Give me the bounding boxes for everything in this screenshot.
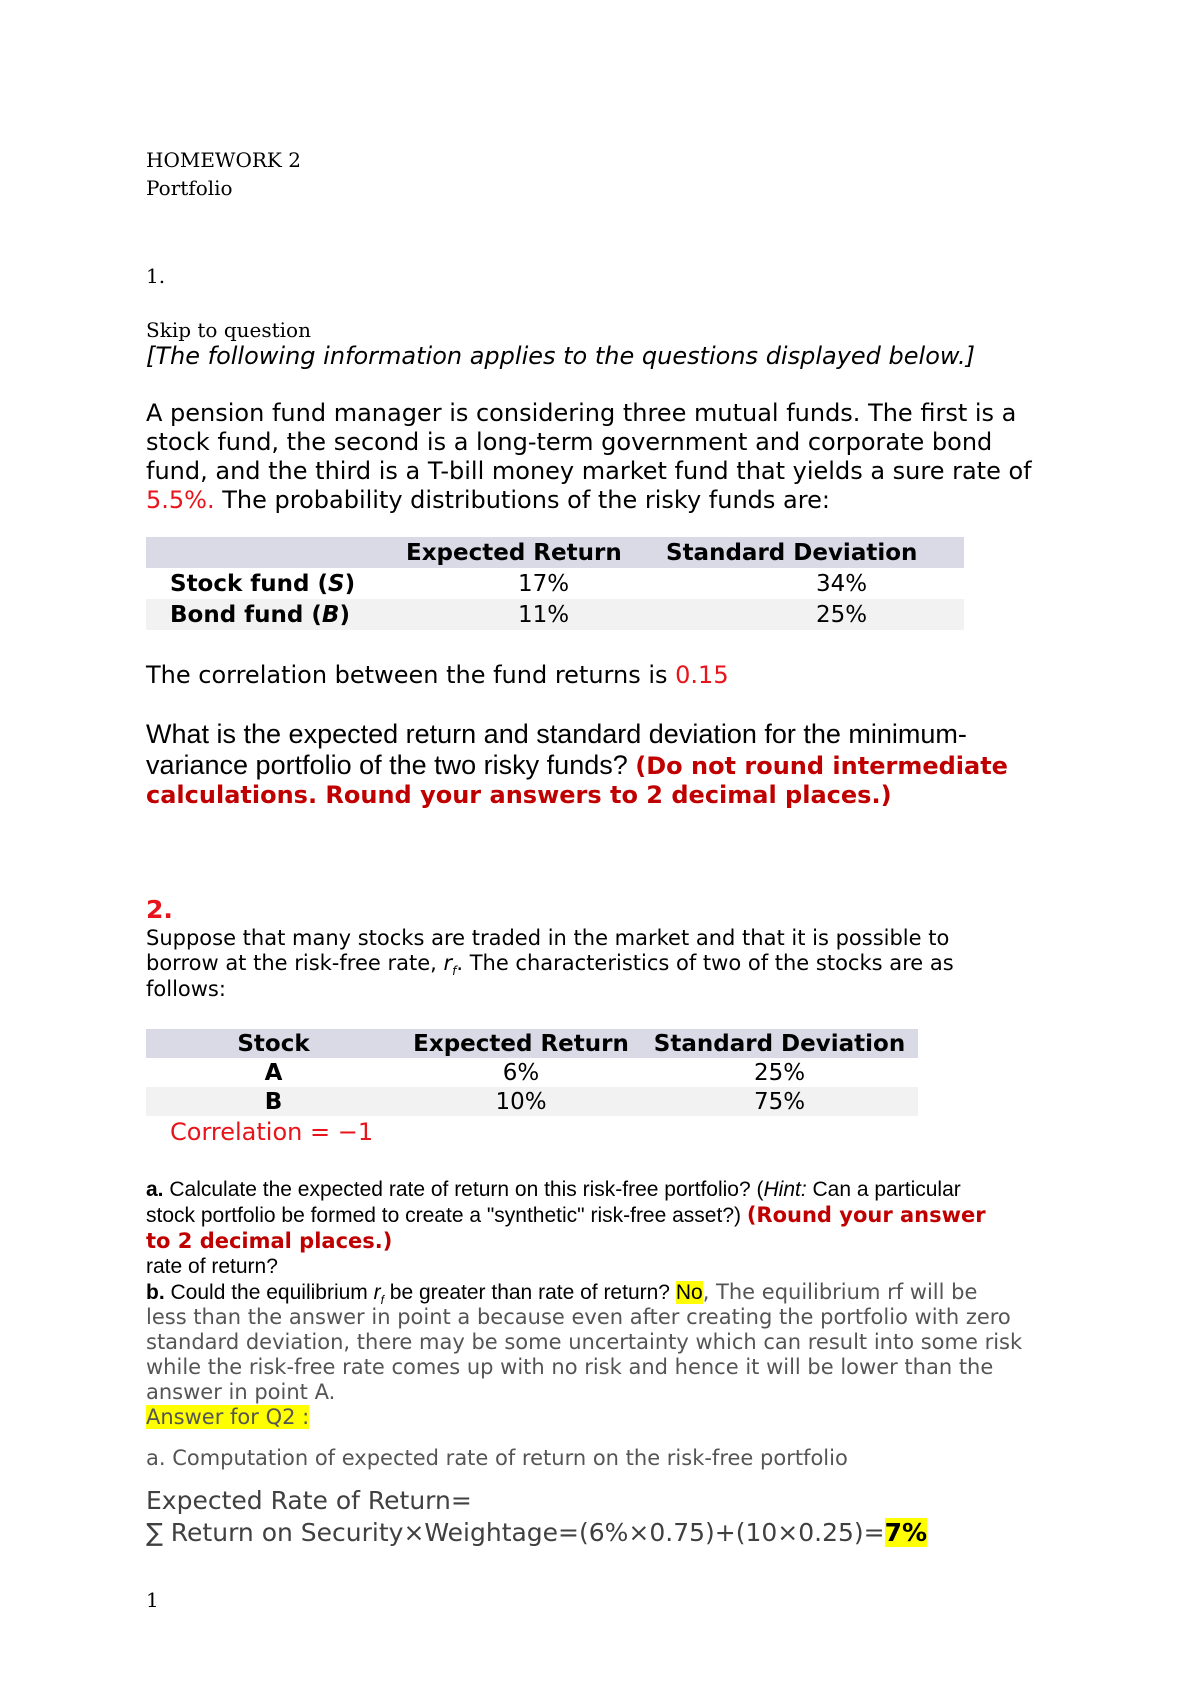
q1-intro-line-4: 5.5%. The probability distributions of the risky funds are: xyxy=(146,486,830,514)
formula-line-1: Expected Rate of Return= xyxy=(146,1486,472,1515)
question-2-number: 2. xyxy=(146,895,173,924)
stocks-table xyxy=(146,1029,918,1116)
table-header-row xyxy=(146,1029,918,1058)
stock-cell: A xyxy=(264,1059,283,1086)
table-header-cell: Expected Return xyxy=(406,539,622,566)
table-row xyxy=(146,1058,918,1087)
part-b-line-5: answer in point A. xyxy=(146,1380,336,1404)
table-header-cell: Stock xyxy=(237,1030,310,1057)
q1-intro-line-1: A pension fund manager is considering three mutual funds. The first is a xyxy=(146,399,1017,427)
table-row xyxy=(146,599,964,630)
table-row xyxy=(146,568,964,599)
part-b-line-3: standard deviation, there may be some uncertainty which can result into some risk xyxy=(146,1330,1023,1354)
stdev-cell: 25% xyxy=(816,601,868,628)
page-number: 1 xyxy=(146,1588,159,1612)
formula-result: 7% xyxy=(884,1518,928,1547)
table-header-cell: Expected Return xyxy=(413,1030,629,1057)
q1-question-line-2: variance portfolio of the two risky funds? (Do not round intermediate xyxy=(146,750,1008,780)
fund-label: Bond fund (B) xyxy=(170,601,350,628)
correlation-value: 0.15 xyxy=(675,661,729,689)
stock-cell: B xyxy=(264,1088,283,1115)
q2-intro-line-3: follows: xyxy=(146,977,226,1001)
table-header-cell: Standard Deviation xyxy=(666,539,918,566)
table-header-cell xyxy=(146,537,406,568)
q1-instruction-line-2: calculations. Round your answers to 2 decimal places.) xyxy=(146,781,892,809)
table-header-row xyxy=(146,537,964,568)
info-note: [The following information applies to the questions displayed below.] xyxy=(146,342,975,370)
part-a-line-1: a. Calculate the expected rate of return on this risk-free portfolio? (Hint: Can a particular xyxy=(146,1178,961,1201)
expected-return-cell: 10% xyxy=(495,1088,547,1115)
expected-return-cell: 11% xyxy=(518,601,570,628)
q2-intro-line-1: Suppose that many stocks are traded in the market and that it is possible to xyxy=(146,926,950,950)
correlation-label: Correlation = −1 xyxy=(170,1118,374,1146)
stdev-cell: 34% xyxy=(816,570,868,597)
q1-intro-line-3: fund, and the third is a T-bill money market fund that yields a sure rate of xyxy=(146,457,1032,485)
document-title: HOMEWORK 2 xyxy=(146,148,301,172)
part-a-line-2: stock portfolio be formed to create a "synthetic" risk-free asset?) (Round your answer xyxy=(146,1203,986,1227)
skip-to-question-link[interactable]: Skip to question xyxy=(146,318,311,342)
correlation-statement: The correlation between the fund returns is 0.15 xyxy=(146,661,729,689)
formula-line-2: ∑ Return on Security×Weightage=(6%×0.75)+(10×0.25)=7% xyxy=(146,1518,928,1547)
risk-free-rate: 5.5%. xyxy=(146,486,215,514)
q1-intro-line-2: stock fund, the second is a long-term government and corporate bond xyxy=(146,428,993,456)
q1-question-line-1: What is the expected return and standard deviation for the minimum- xyxy=(146,719,967,749)
answer-no-highlight: No xyxy=(675,1281,703,1304)
q2-intro-line-2: borrow at the risk-free rate, $r_f$. The characteristics of two of the stocks are as xyxy=(146,951,954,979)
expected-return-cell: 6% xyxy=(502,1059,540,1086)
question-1-number: 1. xyxy=(146,264,166,288)
part-b-line-4: while the risk-free rate comes up with no risk and hence it will be lower than the xyxy=(146,1355,994,1379)
expected-return-cell: 17% xyxy=(518,570,570,597)
risky-funds-table xyxy=(146,537,964,630)
part-b-line-2: less than the answer in point a because even after creating the portfolio with zero xyxy=(146,1305,1011,1329)
table-row xyxy=(146,1087,918,1116)
stdev-cell: 25% xyxy=(753,1059,806,1086)
part-b-line-1: b. Could the equilibrium $r_f$ be greater than rate of return? No, The equilibrium rf will be xyxy=(146,1280,978,1308)
table-header-cell: Standard Deviation xyxy=(653,1030,906,1057)
answer-label-highlight: Answer for Q2 : xyxy=(146,1405,310,1429)
part-a-line-3: to 2 decimal places.) xyxy=(146,1229,393,1253)
fund-label: Stock fund (S) xyxy=(170,570,356,597)
document-subtitle: Portfolio xyxy=(146,176,233,200)
stdev-cell: 75% xyxy=(753,1088,806,1115)
part-a-line-4: rate of return? xyxy=(146,1255,278,1278)
computation-heading: a. Computation of expected rate of return on the risk-free portfolio xyxy=(146,1446,848,1470)
